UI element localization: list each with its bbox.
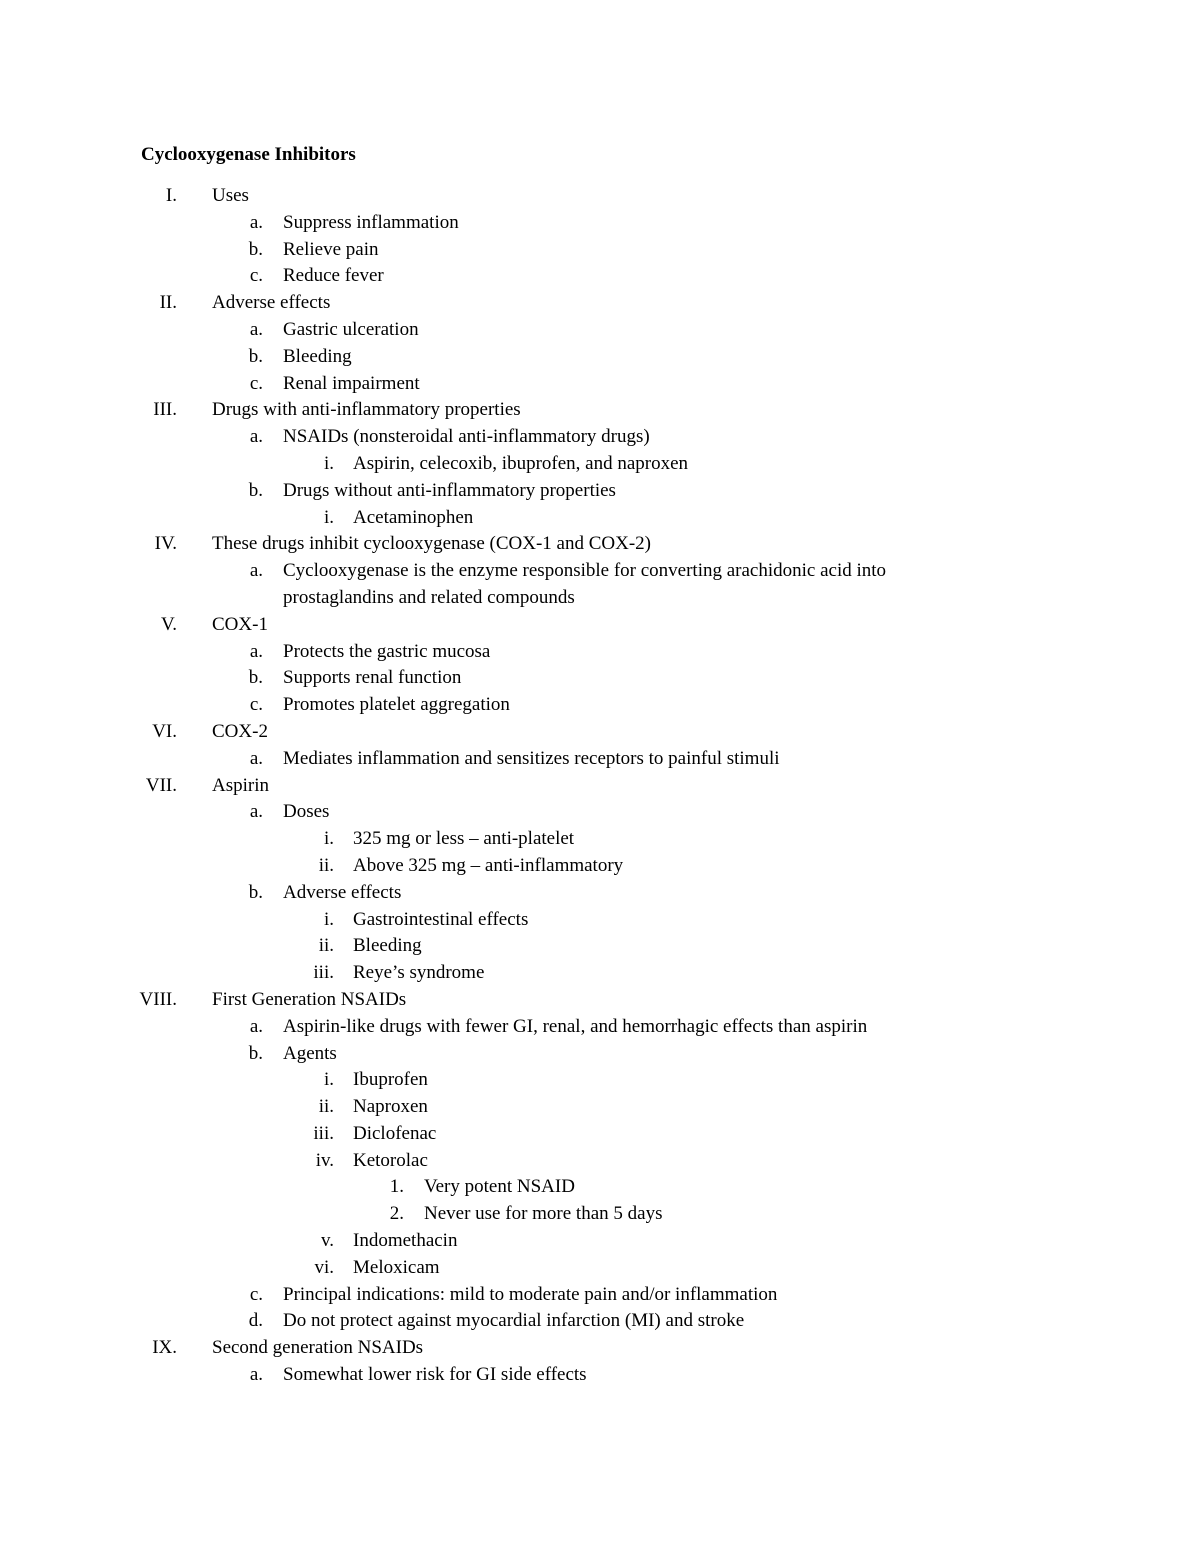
outline-item-level-1	[0, 531, 1200, 558]
outline-marker: ii.	[318, 1096, 334, 1118]
outline-item-level-2	[0, 746, 1200, 773]
outline-item-level-2	[0, 263, 1200, 290]
outline-item-level-2	[0, 344, 1200, 371]
outline-item-level-2	[0, 1014, 1200, 1041]
outline-text: Never use for more than 5 days	[424, 1203, 663, 1225]
outline-item-level-2	[0, 371, 1200, 398]
outline-text: Very potent NSAID	[424, 1176, 575, 1198]
outline-text: First Generation NSAIDs	[212, 988, 407, 1010]
outline-text: Acetaminophen	[353, 506, 474, 528]
outline-text: Bleeding	[353, 935, 422, 957]
outline-marker: III.	[153, 399, 177, 421]
outline-text: Doses	[283, 801, 330, 823]
outline-text: Gastric ulceration	[283, 318, 419, 340]
outline-marker: i.	[323, 828, 334, 850]
outline-item-level-3	[0, 1148, 1200, 1175]
outline-marker: 2.	[389, 1203, 404, 1225]
outline-item-level-4	[0, 1174, 1200, 1201]
outline-item-level-3	[0, 1228, 1200, 1255]
outline-item-level-2	[0, 478, 1200, 505]
outline-text: Relieve pain	[283, 238, 379, 260]
outline-marker: c.	[249, 694, 263, 716]
outline-marker: a.	[249, 747, 263, 769]
outline-item-level-2	[0, 1308, 1200, 1335]
outline-marker: a.	[249, 318, 263, 340]
outline-marker: b.	[248, 667, 263, 689]
outline-marker: b.	[248, 345, 263, 367]
outline-marker: i.	[323, 908, 334, 930]
outline-marker: b.	[248, 479, 263, 501]
outline-text: Reduce fever	[283, 265, 384, 287]
outline-item-level-2	[0, 210, 1200, 237]
outline-text: Uses	[212, 185, 249, 206]
outline-marker: c.	[249, 1283, 263, 1305]
outline-item-level-2	[0, 1282, 1200, 1309]
outline-item-level-1	[0, 290, 1200, 317]
outline-item-level-1	[0, 773, 1200, 800]
outline-marker: a.	[249, 1364, 263, 1386]
outline-item-level-3	[0, 505, 1200, 532]
outline-marker: i.	[323, 506, 334, 528]
outline-item-level-3	[0, 853, 1200, 880]
outline-text: Second generation NSAIDs	[212, 1337, 424, 1359]
outline-text: Gastrointestinal effects	[353, 908, 529, 930]
outline-text: Drugs with anti-inflammatory properties	[212, 399, 521, 421]
outline-item-level-1	[0, 987, 1200, 1014]
outline-item-level-3	[0, 907, 1200, 934]
outline-text: Suppress inflammation	[283, 211, 459, 233]
outline-marker: 1.	[389, 1176, 404, 1198]
outline-text: COX-1	[212, 613, 268, 635]
outline-marker: VI.	[152, 720, 177, 742]
outline-marker: a.	[249, 640, 263, 662]
outline-text: Somewhat lower risk for GI side effects	[283, 1364, 587, 1386]
outline-item-level-1	[0, 397, 1200, 424]
outline-text: Protects the gastric mucosa	[283, 640, 491, 662]
outline-text: Principal indications: mild to moderate pain and/or inflammation	[283, 1283, 778, 1305]
outline-marker: VIII.	[139, 988, 177, 1010]
outline-marker: II.	[159, 292, 177, 314]
outline-text: Cyclooxygenase is the enzyme responsible for converting arachidonic acid into	[283, 560, 887, 582]
outline-text: COX-2	[212, 720, 268, 742]
outline-marker: iii.	[313, 962, 334, 984]
outline-item-level-4	[0, 1201, 1200, 1228]
outline-text: Supports renal function	[283, 667, 462, 689]
outline-text: Aspirin-like drugs with fewer GI, renal, and hemorrhagic effects than aspirin	[283, 1015, 868, 1037]
outline-marker: d.	[248, 1310, 263, 1332]
outline-item-level-2	[0, 424, 1200, 451]
outline-text: Diclofenac	[353, 1122, 437, 1144]
document-title: Cyclooxygenase Inhibitors	[141, 144, 356, 165]
outline-text: Agents	[283, 1042, 337, 1064]
outline-marker: vi.	[314, 1256, 334, 1278]
outline-marker: a.	[249, 801, 263, 823]
outline-item-level-2	[0, 558, 1200, 585]
outline-item-level-1	[0, 183, 1200, 210]
outline-text: Reye’s syndrome	[353, 962, 485, 984]
outline-item-level-3	[0, 1121, 1200, 1148]
outline-item-level-2	[0, 585, 1200, 612]
outline-text: Ibuprofen	[353, 1069, 428, 1091]
outline-item-level-2	[0, 1041, 1200, 1068]
outline-text: Adverse effects	[283, 881, 402, 903]
outline-marker: i.	[323, 1069, 334, 1091]
outline-item-level-2	[0, 799, 1200, 826]
outline-marker: a.	[249, 560, 263, 582]
outline-text: Adverse effects	[212, 292, 331, 314]
outline-item-level-3	[0, 1255, 1200, 1282]
outline-item-level-1	[0, 719, 1200, 746]
outline-text: Aspirin	[212, 774, 269, 796]
outline-item-level-3	[0, 826, 1200, 853]
outline-marker: v.	[320, 1230, 334, 1252]
outline-text: Naproxen	[353, 1096, 428, 1118]
outline-text: Promotes platelet aggregation	[283, 694, 510, 716]
outline-item-level-2	[0, 880, 1200, 907]
outline-text: Renal impairment	[283, 372, 420, 394]
outline-marker: ii.	[318, 935, 334, 957]
outline-item-level-2	[0, 1362, 1200, 1389]
outline-item-level-3	[0, 1067, 1200, 1094]
outline-item-level-3	[0, 1094, 1200, 1121]
outline-marker: I.	[165, 185, 177, 206]
outline-marker: c.	[249, 265, 263, 287]
outline-marker: IV.	[154, 533, 177, 555]
outline-item-level-1	[0, 612, 1200, 639]
outline-marker: VII.	[145, 774, 177, 796]
outline-marker: iv.	[315, 1149, 334, 1171]
outline-text: Drugs without anti-inflammatory properties	[283, 479, 616, 501]
outline-marker: b.	[248, 1042, 263, 1064]
outline-item-level-3	[0, 451, 1200, 478]
outline-item-level-1	[0, 1335, 1200, 1362]
outline-marker: i.	[323, 452, 334, 474]
outline-marker: ii.	[318, 854, 334, 876]
outline-item-level-2	[0, 237, 1200, 264]
outline-text: These drugs inhibit cyclooxygenase (COX-1 and COX-2)	[212, 533, 652, 555]
outline-item-level-2	[0, 692, 1200, 719]
outline-item-level-3	[0, 933, 1200, 960]
outline-marker: V.	[160, 613, 177, 635]
outline-text: Ketorolac	[353, 1149, 428, 1171]
outline-text: 325 mg or less – anti-platelet	[353, 828, 575, 850]
outline-item-level-2	[0, 639, 1200, 666]
outline-text: NSAIDs (nonsteroidal anti-inflammatory drugs)	[283, 426, 650, 448]
outline-text: Meloxicam	[353, 1256, 440, 1278]
outline-text: Aspirin, celecoxib, ibuprofen, and naproxen	[353, 452, 689, 474]
outline-list	[0, 183, 1200, 1389]
outline-item-level-2	[0, 665, 1200, 692]
outline-text: Above 325 mg – anti-inflammatory	[353, 854, 624, 876]
outline-marker: b.	[248, 881, 263, 903]
outline-text: prostaglandins and related compounds	[283, 586, 575, 608]
outline-marker: a.	[249, 1015, 263, 1037]
outline-item-level-2	[0, 317, 1200, 344]
outline-marker: iii.	[313, 1122, 334, 1144]
outline-text: Bleeding	[283, 345, 352, 367]
outline-marker: c.	[249, 372, 263, 394]
outline-marker: a.	[249, 211, 263, 233]
outline-item-level-3	[0, 960, 1200, 987]
outline-marker: IX.	[152, 1337, 177, 1359]
outline-text: Indomethacin	[353, 1230, 458, 1252]
outline-marker: b.	[248, 238, 263, 260]
outline-text: Mediates inflammation and sensitizes receptors to painful stimuli	[283, 747, 780, 769]
outline-text: Do not protect against myocardial infarction (MI) and stroke	[283, 1310, 745, 1332]
outline-marker: a.	[249, 426, 263, 448]
